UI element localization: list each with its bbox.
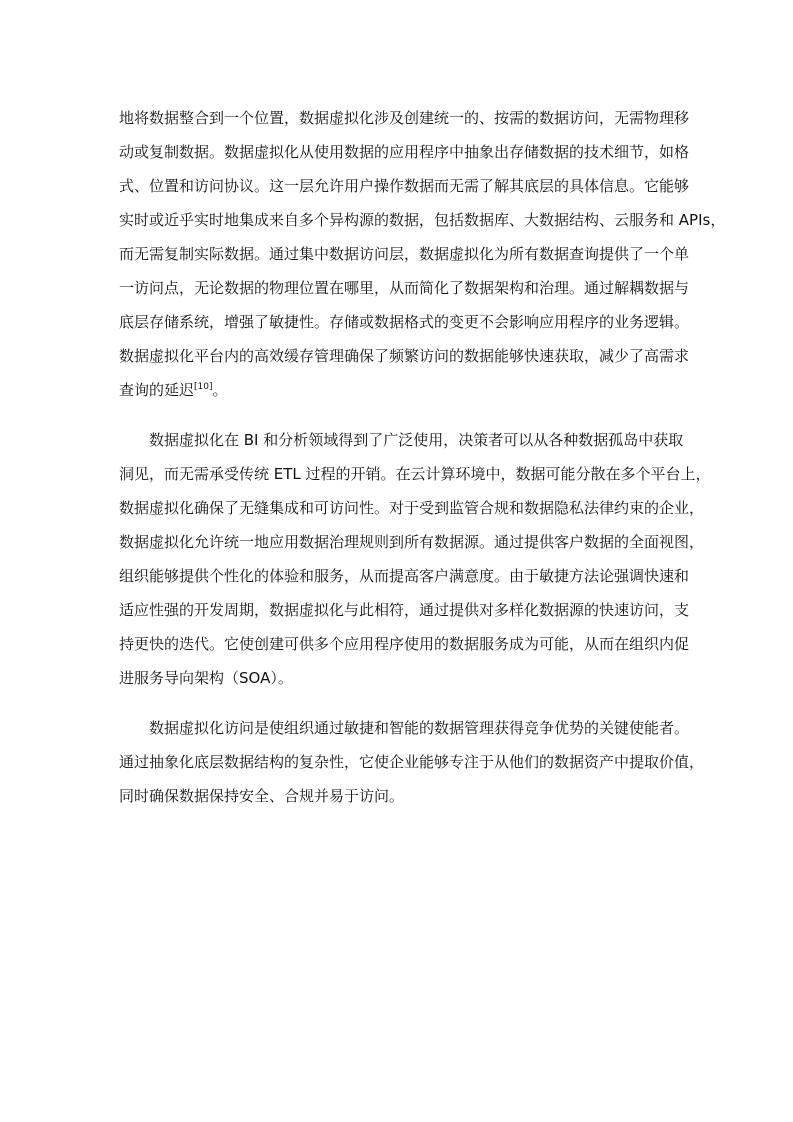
paragraph-data-virtualization-overview [119, 101, 726, 407]
text-line: 数据虚拟化平台内的高效缓存管理确保了频繁访问的数据能够快速获取，减少了高需求 [119, 347, 690, 365]
text-line: 同时确保数据保持安全、合规并易于访问。 [119, 787, 405, 805]
document-body [119, 101, 726, 829]
citation-reference[interactable]: [10] [194, 382, 213, 392]
text-line: 数据虚拟化在 BI 和分析领域得到了广泛使用，决策者可以从各种数据孤岛中获取 [149, 431, 684, 449]
text-line: 一访问点，无论数据的物理位置在哪里，从而简化了数据架构和治理。通过解耦数据与 [119, 279, 690, 297]
text-line: 适应性强的开发周期，数据虚拟化与此相符，通过提供对多样化数据源的快速访问，支 [119, 601, 690, 619]
text-line: 式、位置和访问协议。这一层允许用户操作数据而无需了解其底层的具体信息。它能够 [119, 177, 690, 195]
text-line-with-citation [119, 373, 679, 407]
text-line: 进服务导向架构（SOA）。 [119, 669, 293, 687]
text-line: 而无需复制实际数据。通过集中数据访问层，数据虚拟化为所有数据查询提供了一个单 [119, 245, 690, 263]
text-line: 地将数据整合到一个位置，数据虚拟化涉及创建统一的、按需的数据访问，无需物理移 [119, 109, 690, 127]
text-line: 持更快的迭代。它使创建可供多个应用程序使用的数据服务成为可能，从而在组织内促 [119, 635, 690, 653]
text-line: 底层存储系统，增强了敏捷性。存储或数据格式的变更不会影响应用程序的业务逻辑。 [119, 313, 690, 331]
text-line: 组织能够提供个性化的体验和服务，从而提高客户满意度。由于敏捷方法论强调快速和 [119, 567, 690, 585]
text-line: 动或复制数据。数据虚拟化从使用数据的应用程序中抽象出存储数据的技术细节，如格 [119, 143, 690, 161]
text-line: 数据虚拟化确保了无缝集成和可访问性。对于受到监管合规和数据隐私法律约束的企业， [119, 499, 705, 517]
text-line: 数据虚拟化允许统一地应用数据治理规则到所有数据源。通过提供客户数据的全面视图， [119, 533, 705, 551]
text-line: 洞见，而无需承受传统 ETL 过程的开销。在云计算环境中，数据可能分散在多个平台上， [119, 465, 711, 483]
paragraph-bi-analytics-usage [119, 423, 711, 695]
paragraph-competitive-advantage [119, 711, 705, 813]
text-line: 通过抽象化底层数据结构的复杂性，它使企业能够专注于从他们的数据资产中提取价值， [119, 753, 705, 771]
text-run: 查询的延迟 [119, 381, 195, 399]
text-line: 数据虚拟化访问是使组织通过敏捷和智能的数据管理获得竞争优势的关键使能者。 [149, 719, 690, 737]
text-line: 实时或近乎实时地集成来自多个异构源的数据，包括数据库、大数据结构、云服务和 APIs， [119, 211, 726, 229]
text-run: 。 [212, 381, 228, 399]
